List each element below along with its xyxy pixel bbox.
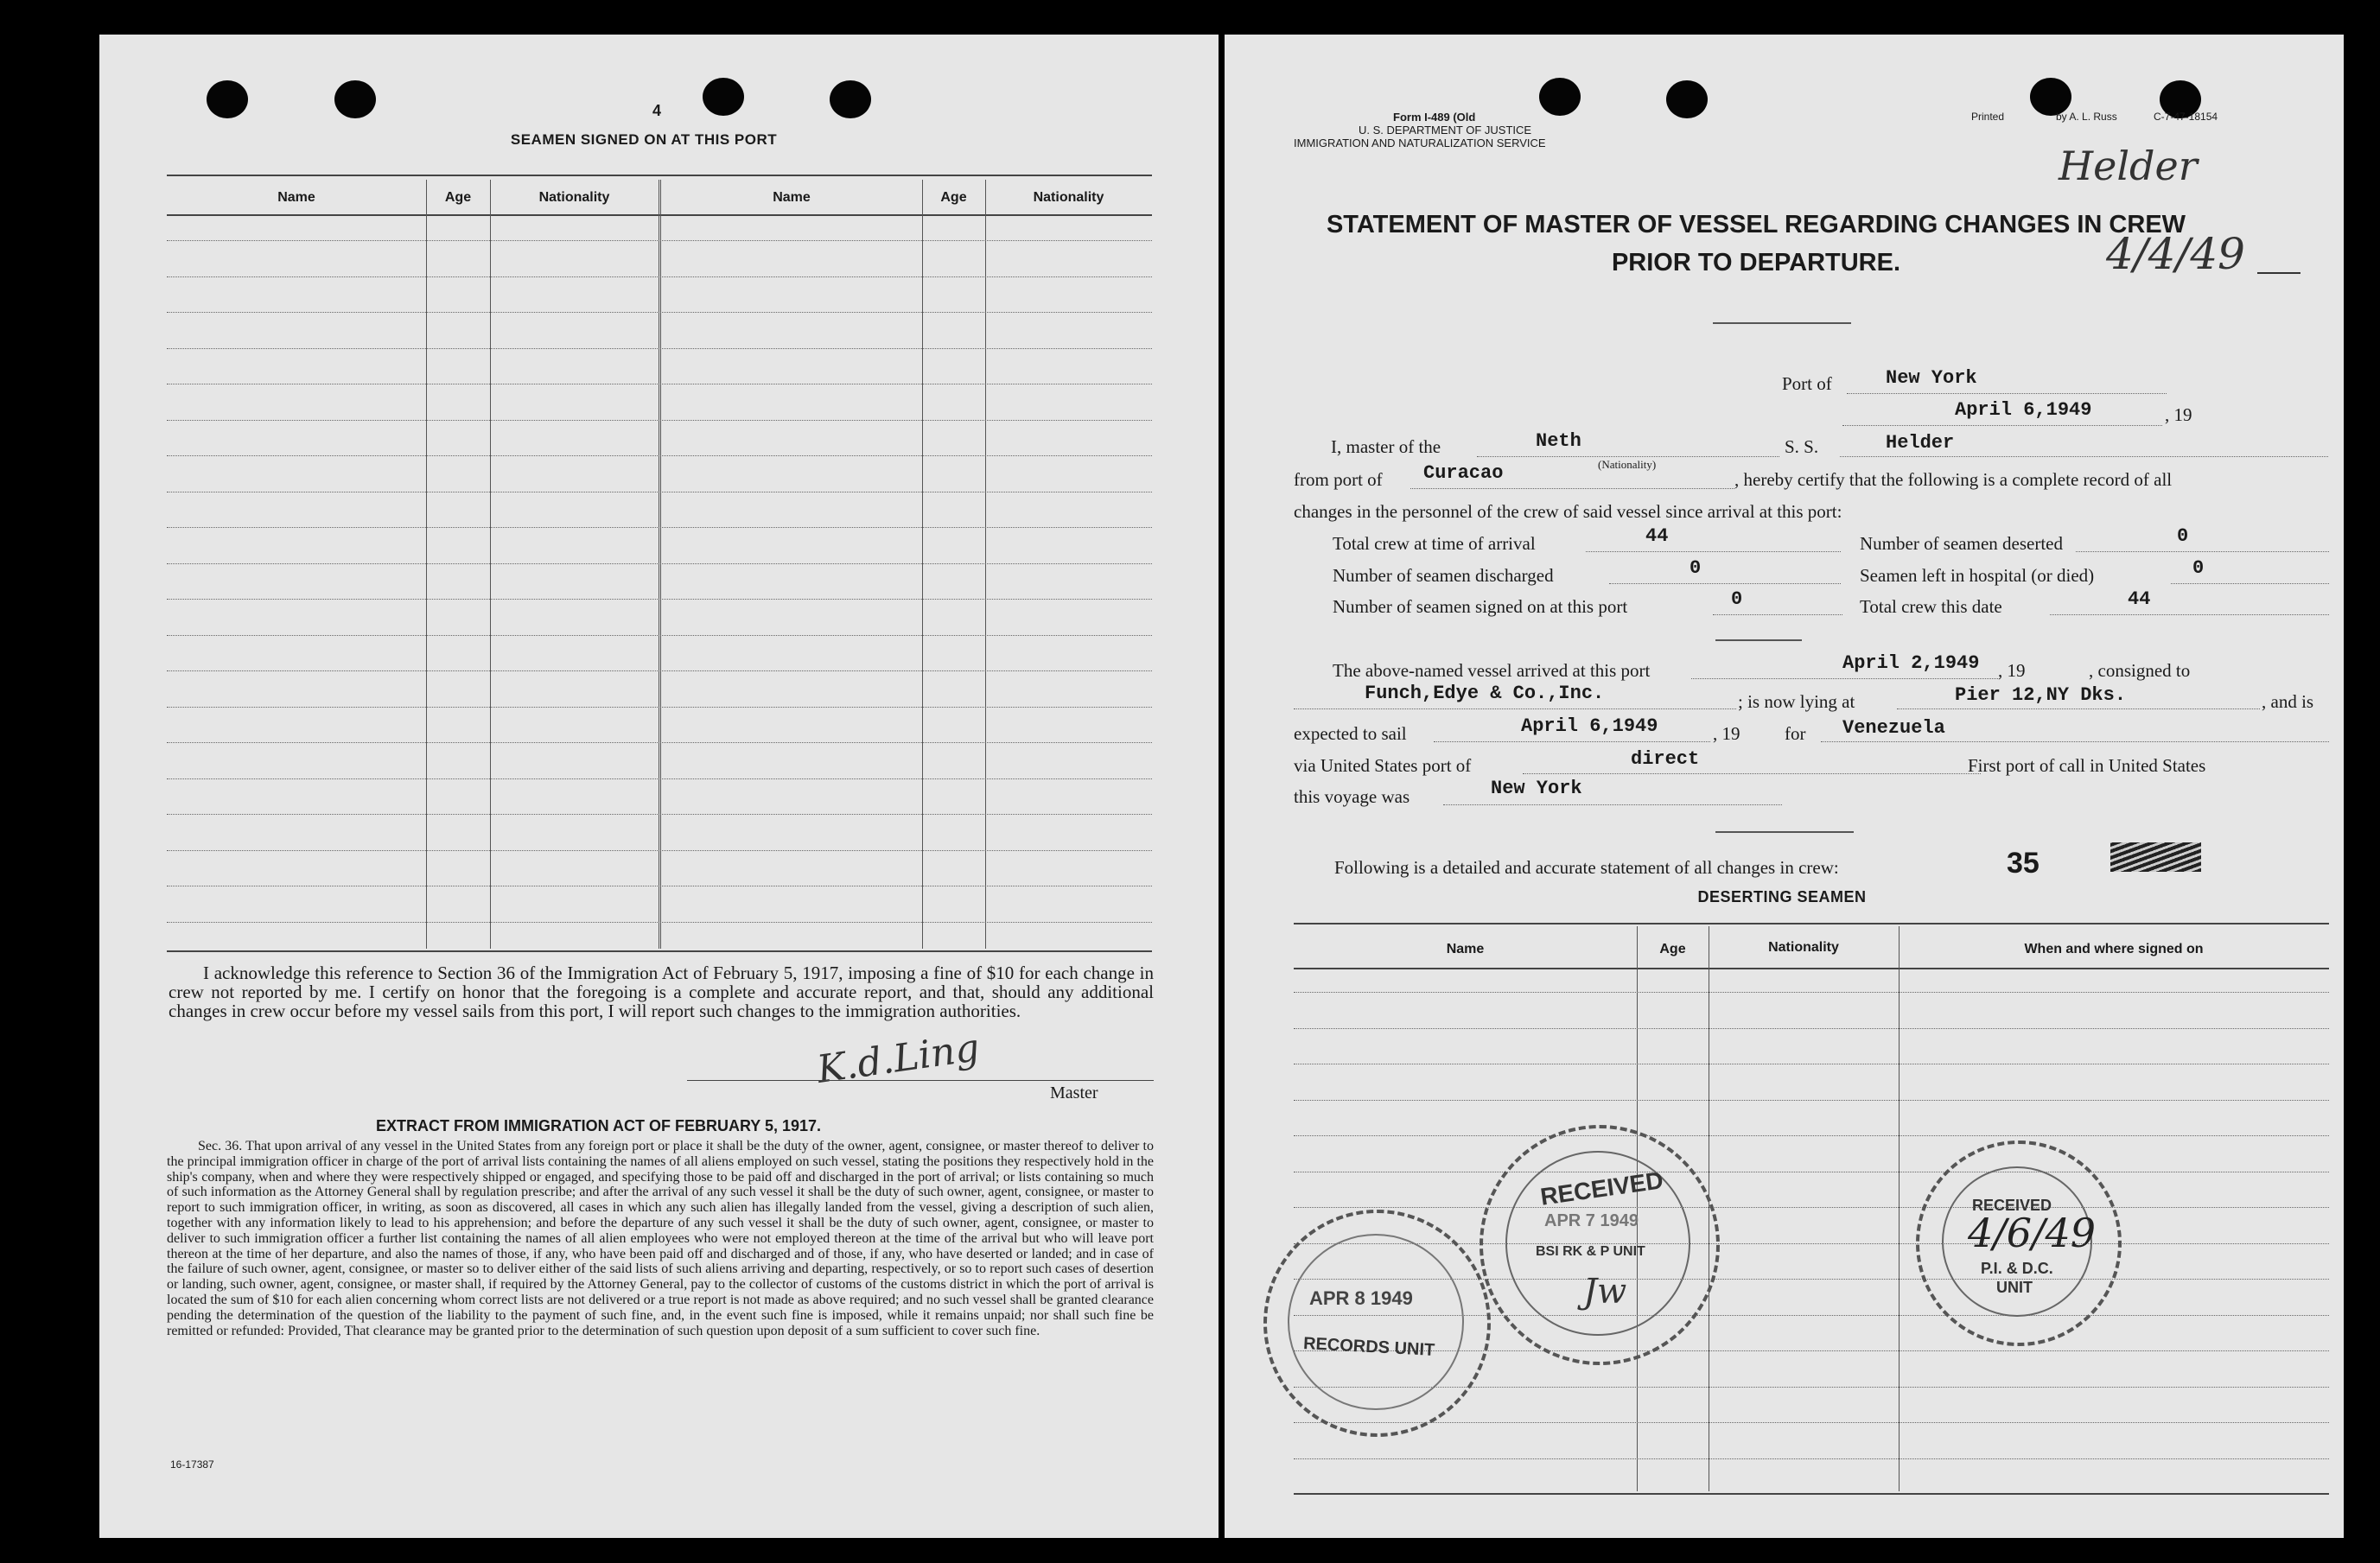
total-date-label: Total crew this date	[1860, 596, 2002, 617]
nationality-value: Neth	[1536, 430, 1581, 452]
form-id: Form I-489 (Old	[1393, 111, 1476, 124]
nationality-line	[1477, 456, 1779, 457]
deserted-label: Number of seamen deserted	[1860, 533, 2063, 554]
arrived-date-value: April 2,1949	[1842, 652, 1980, 674]
table-row-rule	[1294, 1100, 2329, 1101]
table-row-rule	[167, 348, 1152, 349]
consignee-value: Funch,Edye & Co.,Inc.	[1365, 683, 1605, 704]
total-arrival-value: 44	[1645, 525, 1669, 547]
hospital-value: 0	[2192, 557, 2205, 579]
deserted-line	[2076, 551, 2329, 552]
first-call-label: First port of call in United States	[1968, 755, 2206, 776]
table-row-rule	[1294, 1207, 2329, 1208]
left-page	[99, 35, 1219, 1538]
date-value: April 6,1949	[1955, 399, 2092, 421]
printer-note: by A. L. Russ	[2056, 111, 2117, 123]
master-label: Master	[1050, 1083, 1098, 1102]
ss-label: S. S.	[1785, 436, 1819, 457]
consignee-line	[1294, 708, 1736, 709]
table-row-rule	[1294, 1422, 2329, 1423]
records-stamp-unit: RECORDS UNIT	[1302, 1334, 1435, 1360]
total-date-line	[2050, 614, 2329, 615]
this-voyage-label: this voyage was	[1294, 786, 1410, 807]
lying-at-label: ; is now lying at	[1738, 691, 1855, 712]
certify-text: , hereby certify that the following is a complete record of all	[1734, 469, 2173, 490]
column-divider	[1899, 926, 1900, 1491]
discharged-label: Number of seamen discharged	[1333, 565, 1554, 586]
punch-hole	[703, 78, 744, 116]
received-stamp-date: APR 7 1949	[1544, 1211, 1639, 1230]
column-header-nationality: Nationality	[1768, 940, 1839, 955]
hospital-line	[2171, 583, 2329, 584]
total-arrival-line	[1586, 551, 1841, 552]
column-divider	[659, 180, 661, 949]
table-row-rule	[167, 850, 1152, 851]
acknowledgement-text: I acknowledge this reference to Section 36 of the Immigration Act of February 5, 1917, imposing a fine of $10 for each change in crew not reported by me. I certify on honor that the foregoing is a complete and accurate report, and that, should any additional changes in crew occur before my vessel sails from this port, I will report such changes to the immigration authorities.	[169, 963, 1154, 1021]
column-header-age: Age	[444, 190, 472, 205]
from-port-label: from port of	[1294, 469, 1383, 490]
table-row-rule	[167, 814, 1152, 815]
date-line	[1842, 425, 2162, 426]
destination-value: Venezuela	[1842, 717, 1945, 739]
punch-hole	[1539, 78, 1581, 116]
total-date-value: 44	[2128, 588, 2151, 610]
arrived-line	[1691, 678, 1998, 679]
column-header-name: Name	[277, 190, 315, 205]
punch-hole	[1666, 80, 1708, 118]
column-header-nationality: Nationality	[538, 190, 610, 205]
vessel-line	[1840, 456, 2328, 457]
handwritten-vessel-name: Helder	[2059, 143, 2198, 189]
table-row-rule	[167, 707, 1152, 708]
sail-century: , 19	[1713, 723, 1740, 744]
table-row-rule	[167, 420, 1152, 421]
expected-label: expected to sail	[1294, 723, 1407, 744]
column-divider	[922, 180, 923, 949]
table-row-rule	[167, 563, 1152, 564]
table-row-rule	[167, 670, 1152, 671]
service: IMMIGRATION AND NATURALIZATION SERVICE	[1294, 137, 1546, 149]
via-label: via United States port of	[1294, 755, 1472, 776]
lying-at-value: Pier 12,NY Dks.	[1955, 684, 2127, 706]
following-label: Following is a detailed and accurate statement of all changes in crew:	[1334, 857, 1839, 878]
table-row-rule	[1294, 1135, 2329, 1136]
port-line	[1847, 393, 2167, 394]
title-rule	[1713, 322, 1851, 324]
arrived-century: , 19	[1998, 660, 2026, 681]
master-signature: K.d.Ling	[814, 1026, 983, 1092]
form-code: 16-17387	[170, 1458, 214, 1471]
sail-date-value: April 6,1949	[1521, 715, 1658, 737]
table-row-rule	[167, 922, 1152, 923]
punch-hole	[334, 80, 376, 118]
sail-line	[1434, 741, 1710, 742]
from-port-value: Curacao	[1423, 462, 1504, 484]
handwritten-date: 4/4/49	[2106, 229, 2245, 279]
table-row-rule	[167, 527, 1152, 528]
nationality-note: (Nationality)	[1598, 458, 1657, 471]
destination-line	[1821, 741, 2329, 742]
pdc-stamp-title: RECEIVED	[1972, 1197, 2052, 1214]
for-label: for	[1785, 723, 1806, 744]
column-header-age: Age	[1659, 942, 1686, 956]
received-stamp-title: RECEIVED	[1538, 1166, 1665, 1210]
century-label: , 19	[2165, 404, 2192, 425]
department: U. S. DEPARTMENT OF JUSTICE	[1359, 124, 1532, 137]
deserting-title: DESERTING SEAMEN	[1697, 888, 1867, 905]
first-port-value: New York	[1491, 778, 1582, 799]
from-port-line	[1410, 488, 1734, 489]
pdc-stamp-date: 4/6/49	[1968, 1210, 2097, 1256]
column-header-nationality: Nationality	[1033, 190, 1104, 205]
struck-out-number	[2110, 842, 2201, 872]
page-number: 4	[652, 102, 662, 119]
table-row-rule	[167, 312, 1152, 313]
statement-title: STATEMENT OF MASTER OF VESSEL REGARDING CHANGES IN CREW	[1326, 211, 2186, 238]
hospital-label: Seamen left in hospital (or died)	[1860, 565, 2095, 586]
deserting-header-rule	[1294, 968, 2329, 969]
page-title: SEAMEN SIGNED ON AT THIS PORT	[510, 131, 778, 148]
port-value: New York	[1886, 367, 1977, 389]
printer-note: C-7-47-18154	[2154, 111, 2218, 123]
discharged-value: 0	[1690, 557, 1702, 579]
statement-title-2: PRIOR TO DEPARTURE.	[1611, 249, 1901, 276]
column-divider	[490, 180, 491, 949]
table-row-rule	[167, 778, 1152, 779]
section-rule	[1715, 831, 1854, 833]
port-of-label: Port of	[1782, 373, 1832, 394]
column-header-age: Age	[940, 190, 967, 205]
table-row-rule	[167, 599, 1152, 600]
table-row-rule	[167, 455, 1152, 456]
total-arrival-label: Total crew at time of arrival	[1333, 533, 1536, 554]
table-row-rule	[167, 742, 1152, 743]
signed-on-value: 0	[1731, 588, 1743, 610]
records-stamp-date: APR 8 1949	[1309, 1287, 1413, 1309]
table-top-rule	[167, 175, 1152, 176]
changes-text: changes in the personnel of the crew of said vessel since arrival at this port:	[1294, 501, 1842, 522]
pdc-stamp-unit: P.I. & D.C.	[1981, 1260, 2053, 1277]
signed-on-line	[1713, 614, 1842, 615]
discharged-line	[1609, 583, 1841, 584]
column-divider	[985, 180, 986, 949]
deserting-bottom-rule	[1294, 1493, 2329, 1495]
extract-text: Sec. 36. That upon arrival of any vessel in the United States from any foreign port or place it shall be the duty of the owner, agent, consignee, or master thereof to deliver to the principal immigration officer in charge of the port of arrival lists containing the names of all aliens employed on such vessel, stating the positions they respectively hold in the ship's company, when and where they were respectively shipped or engaged, and specifying those to be paid off and discharged in the port of arrival; or lists containing so much of such information as the Attorney General shall by regulation prescribe; and after the arrival of any such vessel it shall be the duty of such owner, agent, consignee, or master to report to such immigration officer, in writing, as soon as discovered, all cases in which any such alien has illegally landed from the vessel, giving a description of such alien, together with any information likely to lead to his apprehension; and before the departure of any such vessel it shall be the duty of such owner, agent, consignee, or master to deliver to such immigration officer a further list containing the names of all alien employees who were not employed thereon at the time of the arrival but who will leave port thereon at the time of her departure, and also the names of those, if any, who have been paid off and discharged and of those, if any, who have deserted or landed; and in case of the failure of such owner, agent, consignee, or master so to deliver either of the said lists of such aliens arriving and departing, respectively, or so to report such cases of desertion or landing, such owner, agent, consignee, or master shall, if required by the Attorney General, pay to the collector of customs of the customs district in which the port of arrival is located the sum of $10 for each alien concerning whom correct lists are not delivered or a true report is not made as above required; and no such vessel shall be granted clearance pending the determination of the question of the liability to the payment of such fine, and, in the event such fine is imposed, while it remains unpaid; nor shall such fine be remitted or refunded: Provided, That clearance may be granted prior to the determination of such question upon deposit of a sum sufficient to cover such fine.	[167, 1139, 1154, 1338]
punch-hole	[830, 80, 871, 118]
signature-line	[687, 1080, 1154, 1081]
section-rule	[1715, 639, 1802, 641]
master-of-label: I, master of the	[1331, 436, 1441, 457]
extract-title: EXTRACT FROM IMMIGRATION ACT OF FEBRUARY 5, 1917.	[376, 1117, 822, 1134]
arrived-label: The above-named vessel arrived at this port	[1333, 660, 1651, 681]
lying-at-line	[1897, 708, 2260, 709]
vessel-value: Helder	[1886, 432, 1955, 454]
consigned-label: , consigned to	[2089, 660, 2191, 681]
deserting-top-rule	[1294, 923, 2329, 924]
table-row-rule	[1294, 1028, 2329, 1029]
handwritten-dash	[2257, 272, 2300, 274]
records-stamp-inner	[1288, 1234, 1464, 1410]
received-stamp-unit: BSI RK & P UNIT	[1536, 1244, 1645, 1259]
table-row-rule	[167, 240, 1152, 241]
via-port-value: direct	[1631, 748, 1700, 770]
column-header-name: Name	[773, 190, 811, 205]
punch-hole	[207, 80, 248, 118]
signed-on-label: Number of seamen signed on at this port	[1333, 596, 1628, 617]
printer-note: Printed	[1971, 111, 2005, 123]
column-divider	[426, 180, 427, 949]
and-is-label: , and is	[2262, 691, 2314, 712]
table-row-rule	[1294, 1458, 2329, 1459]
table-row-rule	[1294, 992, 2329, 993]
first-port-line	[1443, 804, 1782, 805]
column-header-signed-on: When and where signed on	[2024, 942, 2204, 956]
change-count-value: 35	[2007, 847, 2040, 880]
received-stamp-initials: Jw	[1583, 1272, 1627, 1312]
table-row-rule	[167, 276, 1152, 277]
deserted-value: 0	[2177, 525, 2189, 547]
column-header-name: Name	[1446, 942, 1485, 956]
via-line	[1523, 773, 1981, 774]
table-bottom-rule	[167, 950, 1152, 952]
pdc-stamp-unit-2: UNIT	[1996, 1279, 2033, 1296]
table-row-rule	[167, 635, 1152, 636]
